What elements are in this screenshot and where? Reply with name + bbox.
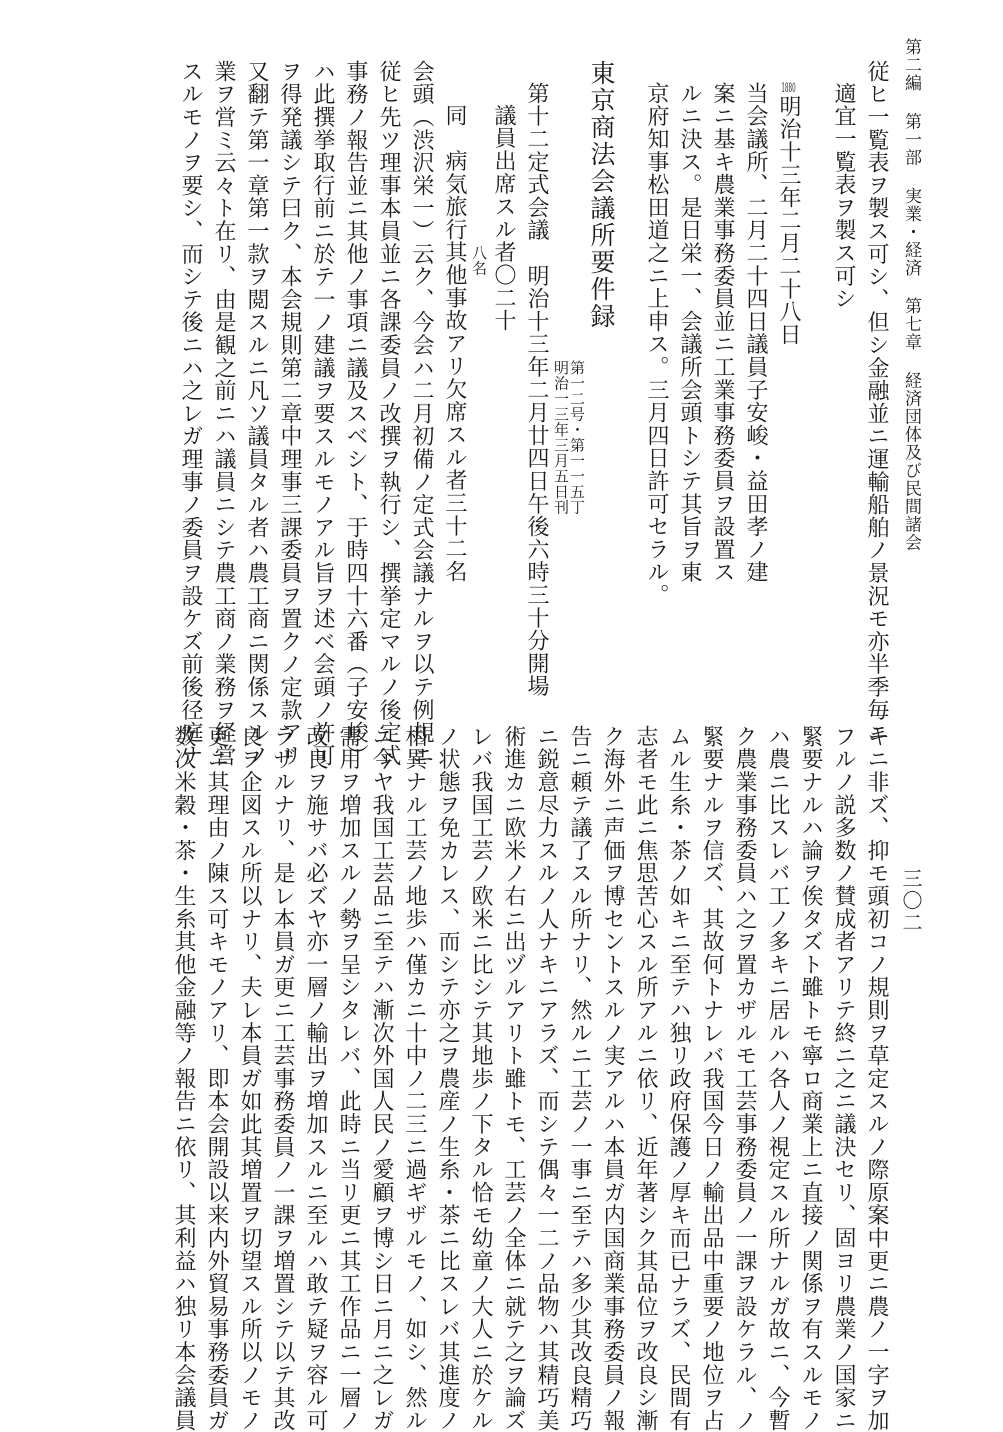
text-line: ハ農ニ比スレバ工ノ多キニ居ルハ各人ノ視定スル所ナルガ故ニ、今暫 <box>765 725 790 1432</box>
text-line: ラザルナリ、是レ本員ガ更ニ工芸事務委員ノ一課ヲ増置シテ以テ其改 <box>270 725 295 1432</box>
running-header: 第二編 第一部 実業・経済 第七章 経済団体及び民間諸会 <box>901 38 921 552</box>
page-number: 三〇二 <box>899 868 923 934</box>
text-line: ルニ決ス。是日栄一、会議所会頭トシテ其旨ヲ東 <box>677 82 702 584</box>
text-line: ニ鋭意尽力スルノ人ナキニアラズ、而シテ偶々一二ノ品物ハ其精巧美 <box>534 725 559 1432</box>
text-line: 適宜一覧表ヲ製ス可シ <box>831 82 856 310</box>
source-note: 第一二号・第一一五丁 <box>568 360 586 515</box>
text-line: ヲ得発議シテ曰ク、本会規則第二章中理事三課委員ヲ置クノ定款アリ <box>277 60 302 767</box>
text-line: 従ヒ先ツ理事本員並ニ各課委員ノ改撰ヲ執行シ、撰挙定マルノ後定式 <box>376 60 401 767</box>
source-title: 東京商法会議所要件録 <box>587 60 616 330</box>
text-line: 需用ヲ増加スルノ勢ヲ呈シタレバ、此時ニ当リ更ニ其工作品ニ一層ノ <box>336 725 361 1432</box>
text-line: 業ヲ営ミ云々ト在リ、由是観之前ニハ議員ニシテ農工商ノ業務ヲ経営 <box>211 60 236 767</box>
text-line: 事務ノ報告並ニ其他ノ事項ニ議及スベシト、于時四十六番（子安峻） <box>343 60 368 767</box>
attendance-line <box>487 60 520 700</box>
text-line: 数次米穀・茶・生糸其他金融等ノ報告ニ依リ、其利益ハ独リ本会議員 <box>171 725 196 1432</box>
absence-line: 同 病気旅行其他事故アリ欠席スル者三十二名 <box>442 104 467 583</box>
attendance-count-note: 八名 <box>470 245 488 276</box>
text-line: 京府知事松田道之ニ上申ス。三月四日許可セラル。 <box>644 82 669 607</box>
text-line: 従ヒ一覧表ヲ製ス可シ、但シ金融並ニ運輸船舶ノ景況モ亦半季毎ニ <box>864 60 889 744</box>
text-line: 相異ナル工芸ノ地歩ハ僅カニ十中ノ二三ニ過ギザルモノ、如シ、然ル <box>402 725 427 1432</box>
text-line: ムル生糸・茶ノ如キニ至テハ独リ政府保護ノ厚キ而已ナラズ、民間有 <box>666 725 691 1432</box>
entry-date: 明治十三年二月二十八日 <box>776 95 801 346</box>
text-line: 志者モ此ニ焦思苦心スル所アルニ依リ、近年著シク其品位ヲ改良シ漸 <box>633 725 658 1432</box>
text-line: 術進カニ欧米ノ右ニ出ヅルアリト雖トモ、工芸ノ全体ニ就テ之ヲ論ズ <box>501 725 526 1432</box>
text-line: 当会議所、二月二十四日議員子安峻・益田孝ノ建 <box>743 82 768 584</box>
text-line: ク農業事務委員ハ之ヲ置カザルモ工芸事務委員ノ一課ヲ設ケラル、ノ <box>732 725 757 1432</box>
attendance-count: 〇二十 <box>491 263 516 333</box>
lower-text-block <box>167 725 893 1432</box>
text-line: 良ヲ企図スル所以ナリ、夫レ本員ガ如此其増置ヲ切望スル所以ノモノ <box>237 725 262 1432</box>
column-gap <box>618 60 640 700</box>
text-line: 更ニ其理由ノ陳ス可キモノアリ、即本会開設以来内外貿易事務委員ガ <box>204 725 229 1432</box>
text-line: フルノ説多数ノ賛成者アリテ終ニ之ニ議決セリ、固ヨリ農業ノ国家ニ <box>831 725 856 1432</box>
text-line: レバ我国工芸ノ欧米ニ比シテ其地歩ノ下タル恰モ幼童ノ大人ニ於ケル <box>468 725 493 1432</box>
text-line: 又翻テ第一章第一款ヲ閲スルニ凡ソ議員タル者ハ農工商ニ関係スルノ <box>244 60 269 767</box>
upper-text-block <box>174 60 893 767</box>
meeting-heading: 第十二定式会議 明治十三年二月廿四日午後六時三十分開場 <box>524 82 549 698</box>
attendance-label: 議員出席スル者 <box>491 104 516 264</box>
text-line: ニ今ヤ我国工芸品ニ至テハ漸次外国人民ノ愛顧ヲ博シ日ニ月ニ之レガ <box>369 725 394 1432</box>
source-note: 明治一三年三月五日刊 <box>552 360 570 515</box>
text-line: 案ニ基キ農業事務委員並ニ工業事務委員ヲ設置ス <box>710 82 735 584</box>
column-gap <box>805 60 827 700</box>
text-line: 緊要ナルハ論ヲ俟タズト雖トモ寧ロ商業上ニ直接ノ関係ヲ有スルモノ <box>798 725 823 1432</box>
text-line: 告ニ頼テ議了スル所ナリ、然ルニ工芸ノ一事ニ至テハ多少其改良精巧 <box>567 725 592 1432</box>
text-line: スルモノヲ要シ、而シテ後ニハ之レガ理事ノ委員ヲ設ケズ前後径庭ナ <box>178 60 203 767</box>
text-line: ク海外ニ声価ヲ博セントスルノ実アルハ本員ガ内国商業事務委員ノ報 <box>600 725 625 1432</box>
text-line: 会頭（渋沢栄一）云ク、今会ハ二月初備ノ定式会議ナルヲ以テ例規ニ <box>409 60 434 767</box>
text-line: ハ此撰挙取行前ニ於テ一ノ建議ヲ要スルモノアル旨ヲ述ベ会頭ノ許可 <box>310 60 335 767</box>
entry-date-line <box>772 60 805 700</box>
text-line: 改良ヲ施サバ必ズヤ亦一層ノ輸出ヲ増加スルニ至ルハ敢テ疑ヲ容ル可 <box>303 725 328 1432</box>
text-line: ノ状態ヲ免カレス、而シテ亦之ヲ農産ノ生糸・茶ニ比スレバ其進度ノ <box>435 725 460 1432</box>
text-line: キニ非ズ、抑モ頭初コノ規則ヲ草定スルノ際原案中更ニ農ノ一字ヲ加 <box>864 725 889 1432</box>
western-year: 1880 <box>781 82 796 95</box>
text-line: 緊要ナルヲ信ズ、其故何トナレバ我国今日ノ輸出品中重要ノ地位ヲ占 <box>699 725 724 1432</box>
